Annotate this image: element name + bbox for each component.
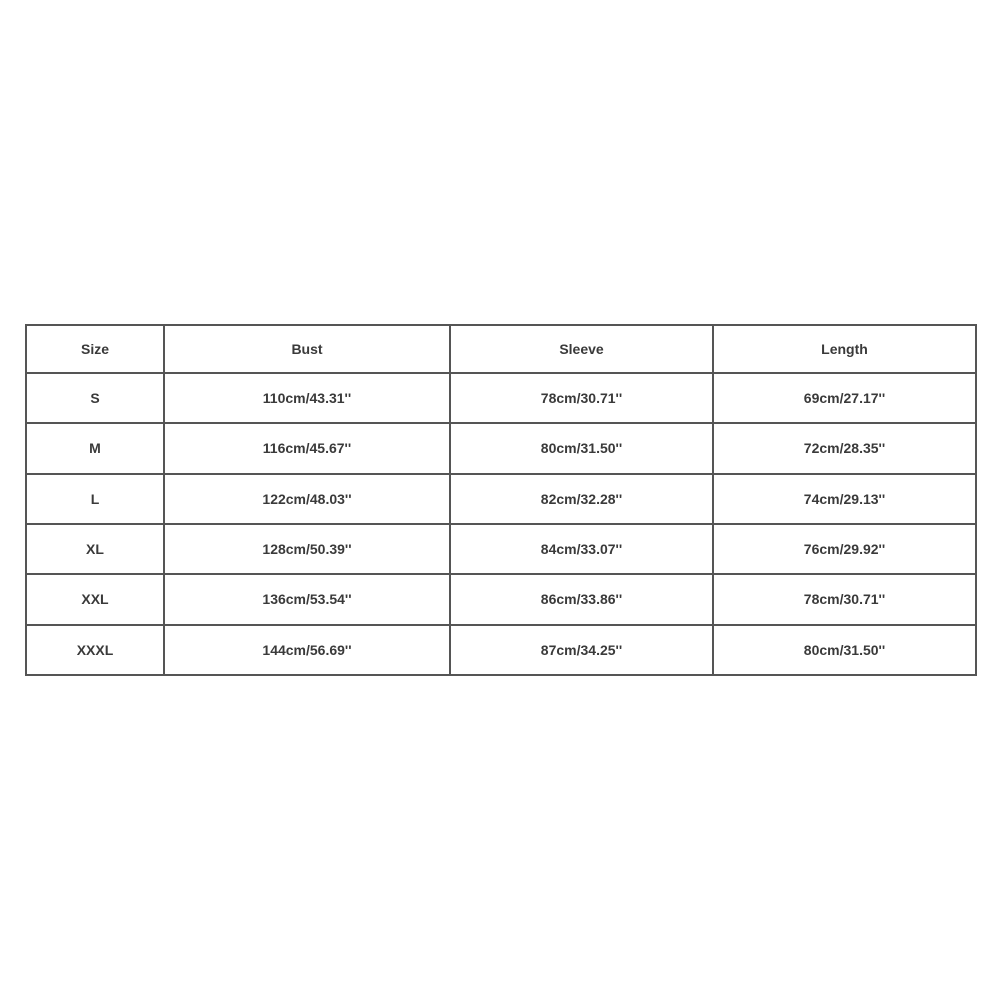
cell-size: L xyxy=(26,474,164,524)
cell-sleeve: 78cm/30.71'' xyxy=(450,373,713,423)
cell-size: XL xyxy=(26,524,164,574)
table-row xyxy=(26,423,976,473)
cell-length: 78cm/30.71'' xyxy=(713,574,976,624)
cell-sleeve: 86cm/33.86'' xyxy=(450,574,713,624)
cell-length: 69cm/27.17'' xyxy=(713,373,976,423)
table-row xyxy=(26,625,976,675)
table-header xyxy=(26,325,976,373)
header-size: Size xyxy=(26,325,164,373)
cell-bust: 136cm/53.54'' xyxy=(164,574,450,624)
cell-bust: 122cm/48.03'' xyxy=(164,474,450,524)
table-row xyxy=(26,574,976,624)
header-sleeve: Sleeve xyxy=(450,325,713,373)
cell-sleeve: 84cm/33.07'' xyxy=(450,524,713,574)
cell-length: 72cm/28.35'' xyxy=(713,423,976,473)
cell-bust: 144cm/56.69'' xyxy=(164,625,450,675)
cell-length: 74cm/29.13'' xyxy=(713,474,976,524)
header-row xyxy=(26,325,976,373)
size-chart-table xyxy=(25,324,977,676)
cell-length: 80cm/31.50'' xyxy=(713,625,976,675)
cell-bust: 116cm/45.67'' xyxy=(164,423,450,473)
table-row xyxy=(26,524,976,574)
cell-size: M xyxy=(26,423,164,473)
cell-size: XXXL xyxy=(26,625,164,675)
cell-size: XXL xyxy=(26,574,164,624)
cell-bust: 128cm/50.39'' xyxy=(164,524,450,574)
cell-bust: 110cm/43.31'' xyxy=(164,373,450,423)
header-length: Length xyxy=(713,325,976,373)
table-body xyxy=(26,373,976,675)
cell-sleeve: 82cm/32.28'' xyxy=(450,474,713,524)
header-bust: Bust xyxy=(164,325,450,373)
cell-length: 76cm/29.92'' xyxy=(713,524,976,574)
cell-sleeve: 80cm/31.50'' xyxy=(450,423,713,473)
cell-size: S xyxy=(26,373,164,423)
table-row xyxy=(26,474,976,524)
cell-sleeve: 87cm/34.25'' xyxy=(450,625,713,675)
table-row xyxy=(26,373,976,423)
